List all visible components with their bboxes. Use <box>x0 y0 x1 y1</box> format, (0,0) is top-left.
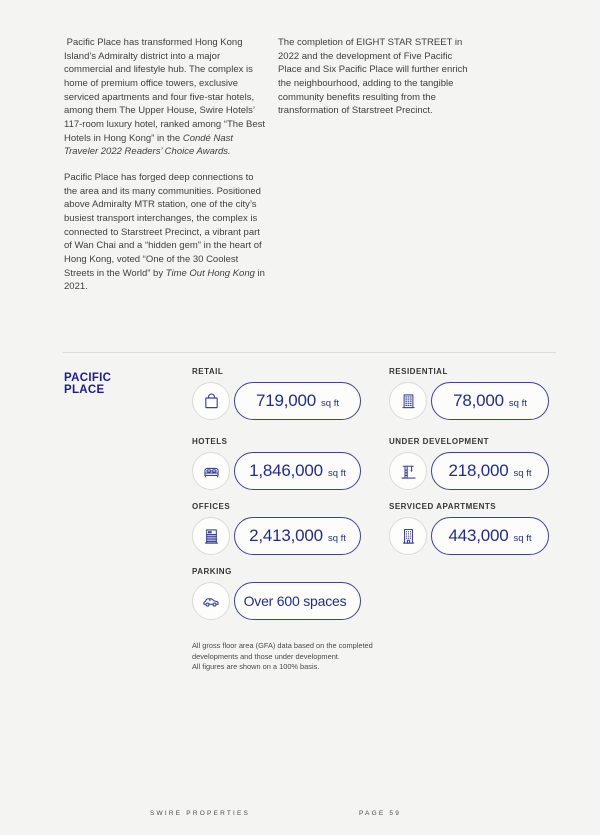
stat-value-pill <box>234 517 361 555</box>
stat-unit: sq ft <box>508 397 527 409</box>
stat-label: PARKING <box>192 567 232 576</box>
stat-unit: sq ft <box>513 532 532 544</box>
stat-label: HOTELS <box>192 437 228 446</box>
intro-paragraph-3: The completion of EIGHT STAR STREET in 2022 and the development of Five Pacific Place and Six Pacific Place will further enrich the neighbourhood, adding to the tangible community benefits resulting from the transformation of Starstreet Precinct. <box>278 37 471 117</box>
paragraph-italic: Time Out Hong Kong <box>165 267 255 279</box>
section-title-line1: PACIFIC <box>64 372 112 384</box>
stat-row <box>192 517 361 555</box>
stat-retail <box>192 367 361 420</box>
stat-unit: sq ft <box>327 532 346 544</box>
stat-row <box>192 452 361 490</box>
shopping-bag-icon <box>192 382 230 420</box>
stat-under-development <box>389 437 549 490</box>
gfa-footnote <box>192 641 410 673</box>
stat-label: OFFICES <box>192 502 231 511</box>
section-title <box>64 372 111 397</box>
stat-label: RETAIL <box>192 367 224 376</box>
footnote-line2: All figures are shown on a 100% basis. <box>192 662 320 672</box>
crane-icon <box>389 452 427 490</box>
stat-offices <box>192 502 361 555</box>
stat-unit: sq ft <box>327 467 346 479</box>
footer-company-name: SWIRE PROPERTIES <box>150 810 251 817</box>
section-title-line2: PLACE <box>64 384 105 397</box>
stat-serviced-apartments <box>389 502 549 555</box>
stat-value: 1,846,000 <box>249 461 323 480</box>
stat-value-pill <box>431 517 549 555</box>
office-building-icon <box>192 517 230 555</box>
bed-icon <box>192 452 230 490</box>
stat-hotels <box>192 437 361 490</box>
apartment-building-icon <box>389 517 427 555</box>
stat-value-pill <box>234 452 361 490</box>
stat-value: 2,413,000 <box>249 526 323 545</box>
stat-value: 218,000 <box>448 461 509 480</box>
stat-parking <box>192 567 361 620</box>
stat-value-pill <box>234 582 361 620</box>
stat-value-pill <box>234 382 361 420</box>
residential-building-icon <box>389 382 427 420</box>
stat-value: Over 600 spaces <box>243 593 347 609</box>
intro-paragraph-2 <box>64 171 268 294</box>
stat-value-pill <box>431 452 549 490</box>
stat-row <box>389 452 549 490</box>
stat-value: 719,000 <box>255 391 317 410</box>
stat-value: 78,000 <box>453 391 504 410</box>
stat-value: 443,000 <box>448 526 509 545</box>
stat-row <box>389 382 549 420</box>
stat-unit: sq ft <box>321 397 339 409</box>
stat-label: UNDER DEVELOPMENT <box>389 437 490 446</box>
stat-label: RESIDENTIAL <box>389 367 448 376</box>
car-icon <box>192 582 230 620</box>
stat-row <box>192 382 361 420</box>
stat-row <box>389 517 549 555</box>
paragraph-text: in 2021. <box>64 267 268 293</box>
stat-unit: sq ft <box>513 467 532 479</box>
footer-page-number: PAGE 59 <box>359 810 402 817</box>
paragraph-text: Pacific Place has forged deep connections to the area and its many communities. Positioned above Admiralty MTR station, one of the city’s busiest transport interchanges, the complex is connected to Starstreet Precinct, a vibrant part of Wan Chai and a “hidden gem” in the heart of Hong Kong, voted “One of the 30 Coolest Streets in the World” by <box>64 172 265 279</box>
paragraph-text: Pacific Place has transformed Hong Kong Island’s Admiralty district into a major commercial and lifestyle hub. The complex is home of premium office towers, exclusive serviced apartments and four five-star hotels, among them The Upper House, Swire Hotels’ 117-room luxury hotel, ranked among “The Best Hotels in Hong Kong” in the <box>64 37 268 144</box>
paragraph-italic: Condé Nast Traveler 2022 Readers’ Choice Awards. <box>64 132 236 158</box>
stat-value-pill <box>431 382 549 420</box>
footnote-line1: All gross floor area (GFA) data based on the completed developments and those under development. <box>192 641 373 661</box>
section-divider <box>63 352 556 353</box>
stat-residential <box>389 367 549 420</box>
intro-right-column <box>278 36 478 130</box>
stat-label: SERVICED APARTMENTS <box>389 502 497 511</box>
intro-left-column <box>64 36 268 306</box>
stat-row <box>192 582 361 620</box>
intro-paragraph-1 <box>64 36 268 159</box>
